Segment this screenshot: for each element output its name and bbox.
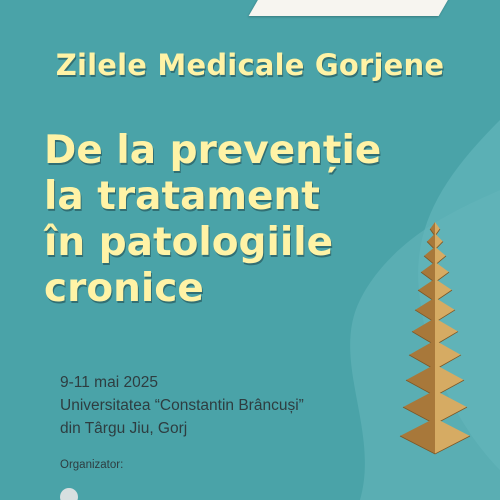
event-date: 9-11 mai 2025 [60, 374, 158, 391]
organizer-logo-icon [60, 488, 78, 500]
column-module-shadow [409, 340, 435, 369]
event-venue: Universitatea “Constantin Brâncuși” [60, 397, 304, 414]
column-module-lit [435, 418, 470, 454]
subtitle-line: în patologiile [44, 220, 334, 265]
column-module-shadow [415, 297, 435, 322]
subtitle-line: la tratament [44, 174, 320, 219]
column-module-lit [435, 247, 446, 265]
column-module-shadow [406, 364, 435, 396]
column-module-shadow [427, 233, 435, 249]
column-module-shadow [418, 279, 435, 302]
column-module-lit [435, 390, 467, 424]
column-module-lit [435, 340, 461, 369]
endless-column-icon [395, 222, 475, 500]
column-module-lit [435, 222, 440, 236]
column-module-lit [435, 279, 452, 302]
subtitle-line: cronice [44, 266, 204, 311]
column-module-lit [435, 318, 458, 345]
column-module-shadow [403, 390, 435, 424]
poster-subtitle [44, 128, 381, 312]
column-module-lit [435, 262, 449, 283]
column-module-shadow [430, 222, 435, 236]
column-module-lit [435, 233, 443, 249]
event-location: din Târgu Jiu, Gorj [60, 420, 188, 437]
event-info [60, 371, 304, 440]
subtitle-line: De la prevenție [44, 128, 382, 173]
column-module-lit [435, 364, 464, 396]
column-module-shadow [412, 318, 435, 345]
top-banner-card [249, 0, 452, 16]
poster-title: Zilele Medicale Gorjene [55, 48, 445, 82]
column-module-shadow [424, 247, 435, 265]
organizer-label: Organizator: [60, 459, 124, 471]
column-module-shadow [400, 418, 435, 454]
column-module-lit [435, 297, 455, 322]
column-module-shadow [421, 262, 435, 283]
